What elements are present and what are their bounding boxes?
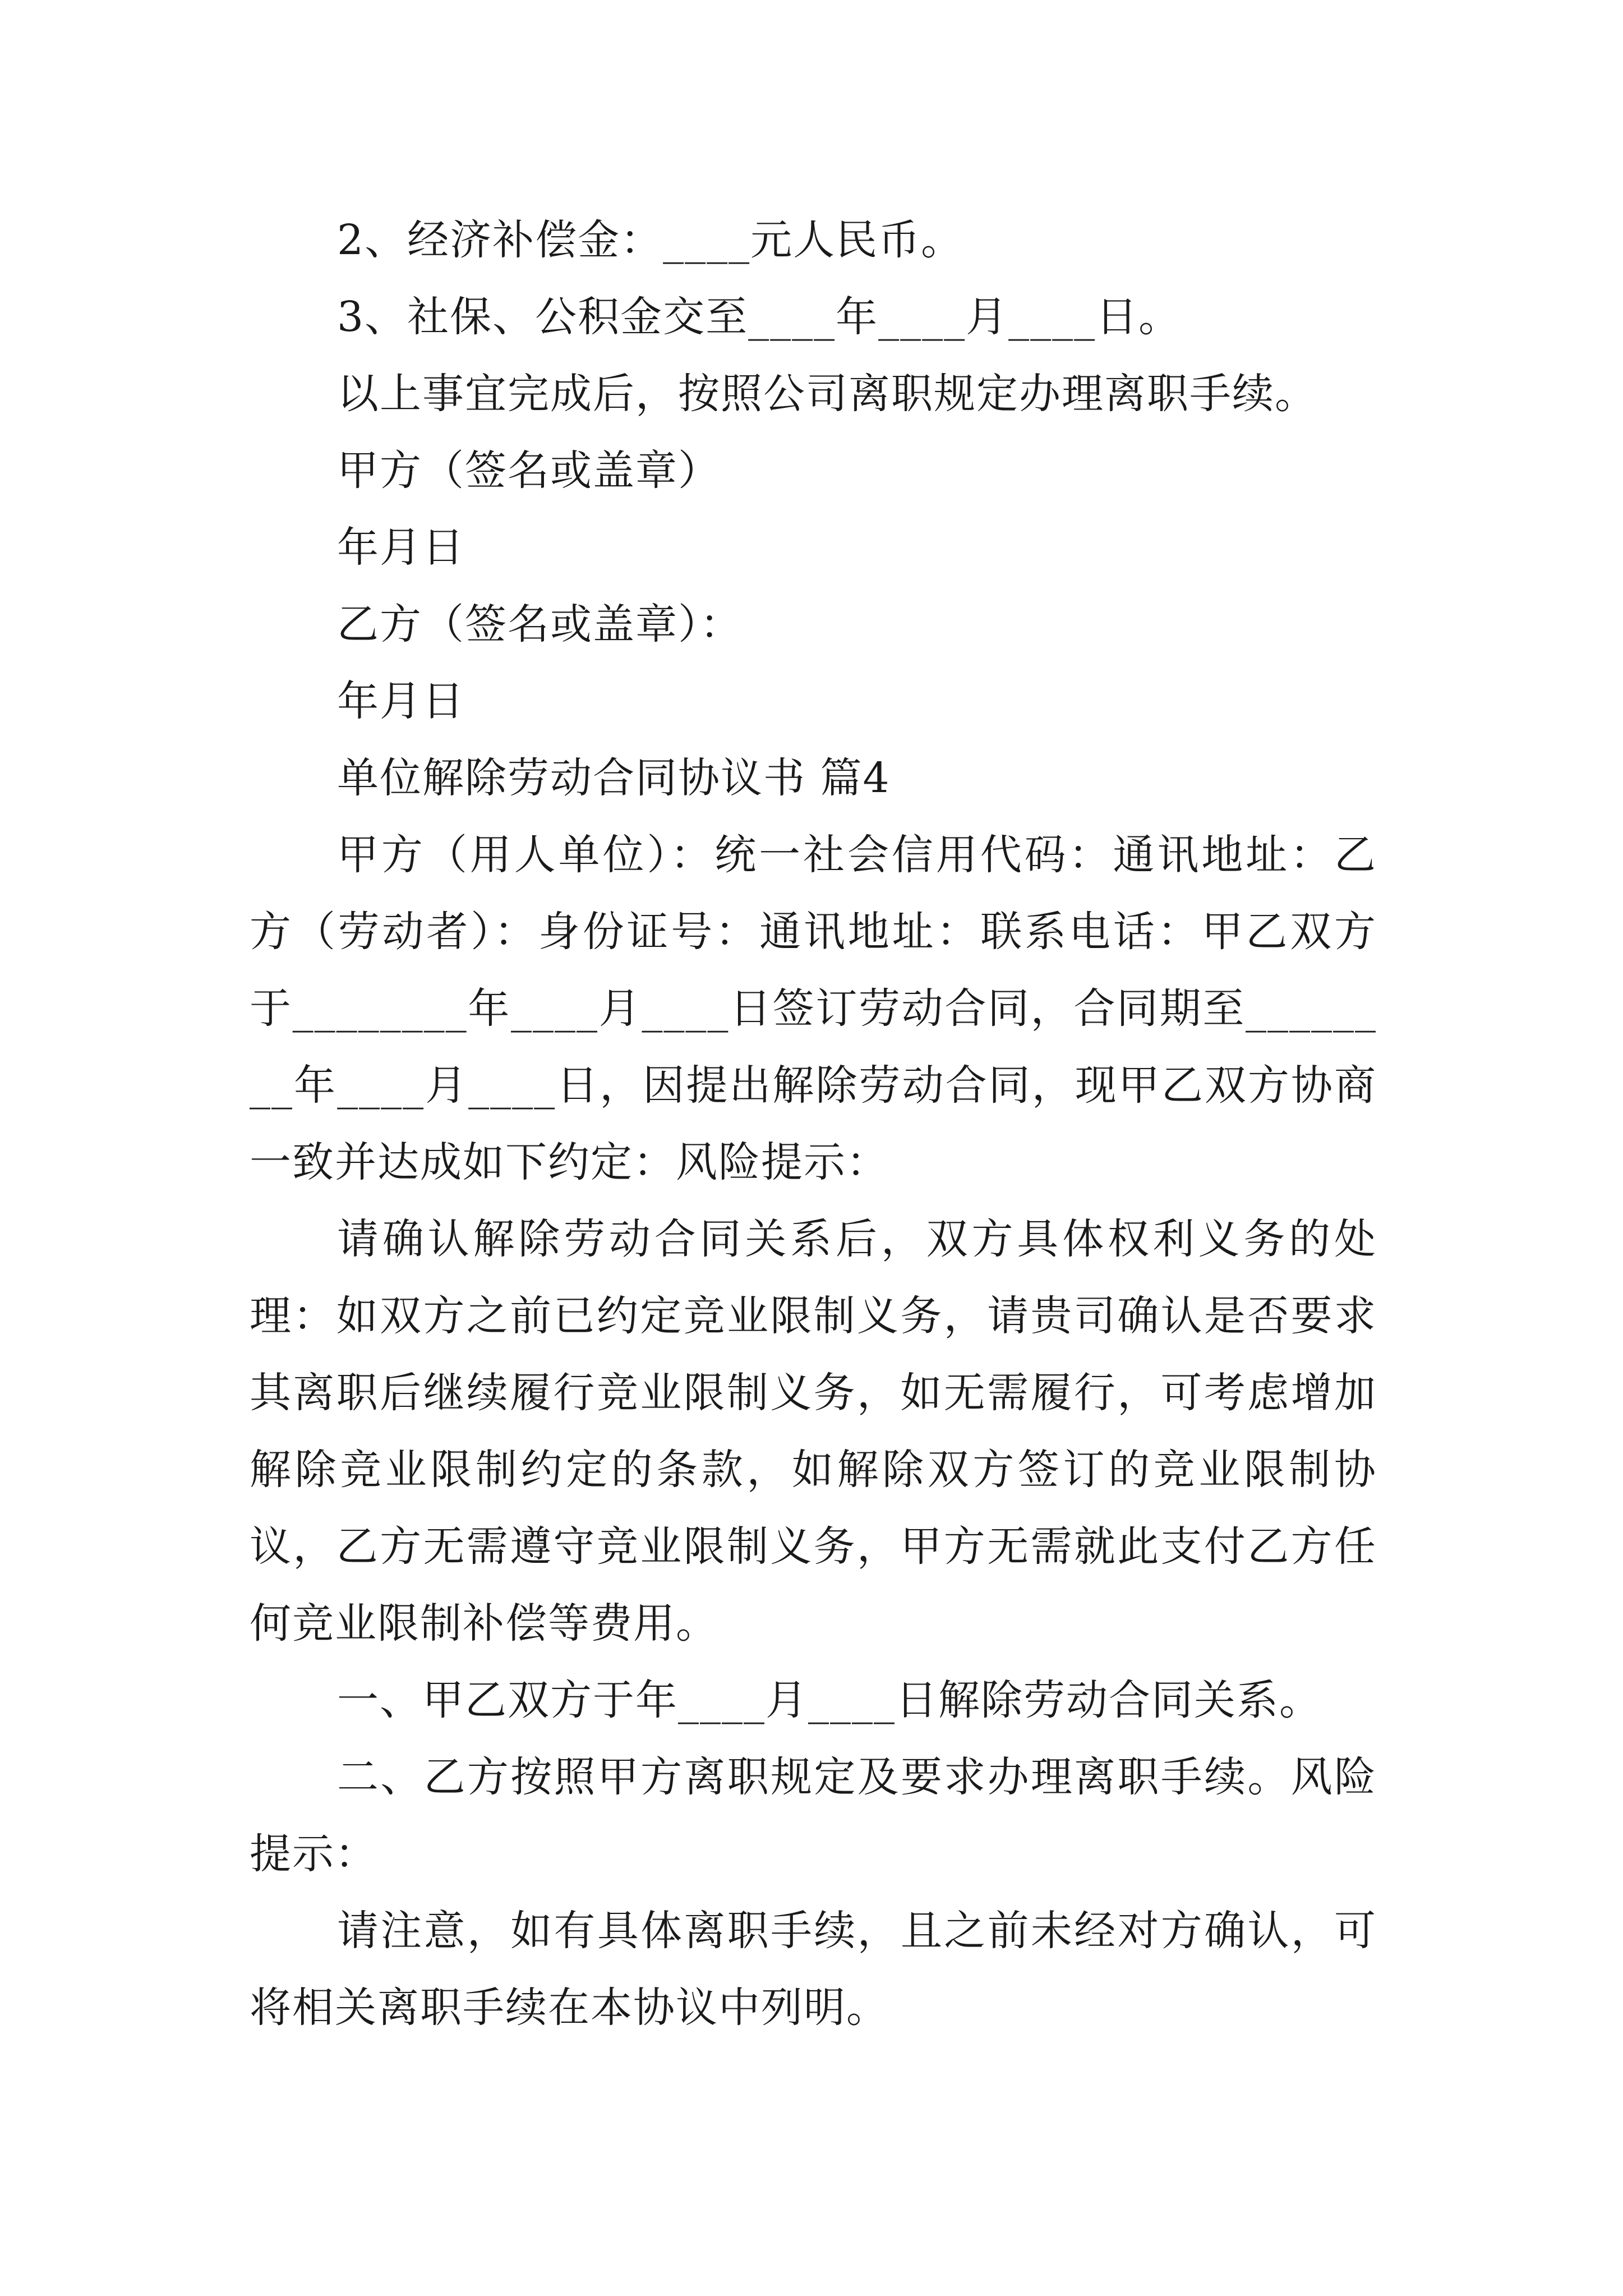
clause-one: 一、甲乙双方于年____月____日解除劳动合同关系。 xyxy=(337,1676,1322,1724)
party-b-signature-line: 乙方（签名或盖章）： xyxy=(337,600,743,648)
non-compete-paragraph: 请确认解除劳动合同关系后，双方具体权利义务的处理：如双方之前已约定竞业限制义务，请贵司确认是否要求其离职后继续履行竞业限制义务，如无需履行，可考虑增加解除竞业限制约定的条款，如解除双方签订的竞业限制协议，乙方无需遵守竞业限制义务，甲方无需就此支付乙方任何竞业限制补偿等费用。 xyxy=(250,1215,1377,1648)
document-body xyxy=(250,202,1377,2046)
parties-paragraph: 甲方（用人单位）：统一社会信用代码：通讯地址：乙方（劳动者）：身份证号：通讯地址：联系电话：甲乙双方于________年____月____日签订劳动合同，合同期至________年____月____日，因提出解除劳动合同，现甲乙双方协商一致并达成如下约定：风险提示： xyxy=(250,831,1377,1186)
party-b-date-line: 年月日 xyxy=(337,677,465,725)
compensation-line: 2、经济补偿金：____元人民币。 xyxy=(337,216,964,264)
party-a-date-line: 年月日 xyxy=(337,523,465,572)
section-heading: 单位解除劳动合同协议书 篇4 xyxy=(337,754,891,802)
notice-paragraph: 请注意，如有具体离职手续，且之前未经对方确认，可将相关离职手续在本协议中列明。 xyxy=(250,1907,1377,2032)
resignation-procedure-line: 以上事宜完成后，按照公司离职规定办理离职手续。 xyxy=(337,370,1317,418)
party-a-signature-line: 甲方（签名或盖章） xyxy=(337,447,721,495)
clause-two: 二、乙方按照甲方离职规定及要求办理离职手续。风险提示： xyxy=(250,1753,1377,1878)
social-insurance-line: 3、社保、公积金交至____年____月____日。 xyxy=(337,293,1182,341)
